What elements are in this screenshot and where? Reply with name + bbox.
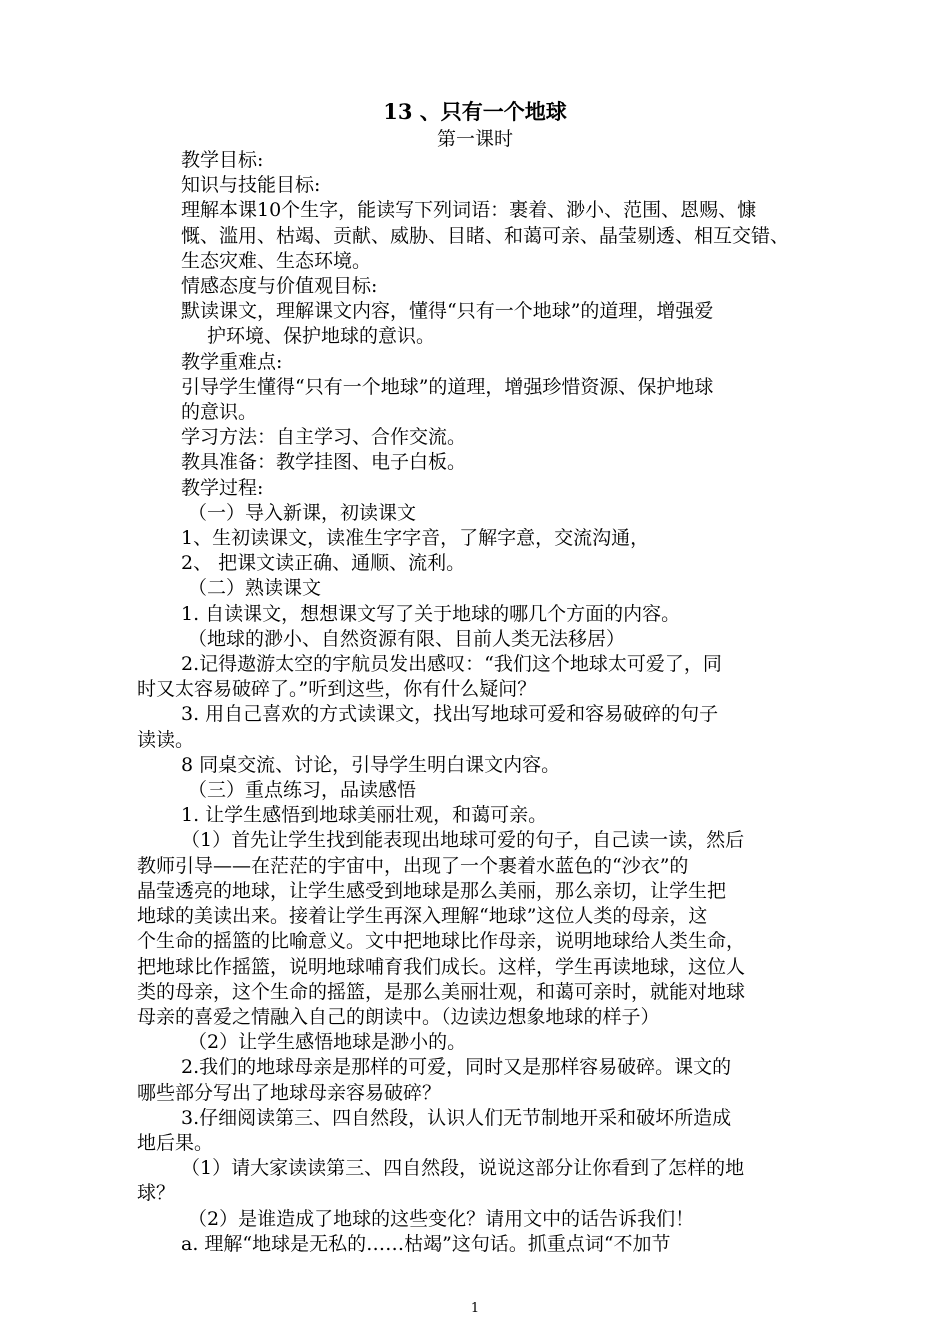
- text-line: 哪些部分写出了地球母亲容易破碎？: [137, 1081, 442, 1104]
- text-line: （1）首先让学生找到能表现出地球可爱的句子，自己读一读，然后: [181, 829, 745, 852]
- text-line: 理解本课10个生字，能读写下列词语：裹着、渺小、范围、恩赐、慷: [181, 199, 757, 222]
- text-line: 教师引导——在茫茫的宇宙中，出现了一个裹着水蓝色的“沙衣”的: [137, 854, 689, 877]
- text-line: 3.仔细阅读第三、四自然段，认识人们无节制地开采和破坏所造成: [181, 1106, 732, 1129]
- text-line: 1、生初读课文，读准生字字音，了解字意，交流沟通，: [181, 527, 650, 550]
- text-line: 默读课文，理解课文内容，懂得“只有一个地球”的道理，增强爱: [181, 300, 714, 323]
- text-line: 3. 用自己喜欢的方式读课文，找出写地球可爱和容易破碎的句子: [181, 703, 719, 726]
- text-line: （1）请大家读读第三、四自然段，说说这部分让你看到了怎样的地: [181, 1157, 745, 1180]
- document-body: [137, 148, 817, 1257]
- text-line: 情感态度与价值观目标:: [181, 275, 378, 298]
- text-line: 时又太容易破碎了。”听到这些，你有什么疑问？: [137, 678, 537, 701]
- text-line: 个生命的摇篮的比喻意义。文中把地球比作母亲，说明地球给人类生命，: [137, 930, 746, 953]
- text-line: 学习方法：自主学习、合作交流。: [181, 426, 467, 449]
- text-line: 教具准备：教学挂图、电子白板。: [181, 451, 467, 474]
- text-line: 类的母亲，这个生命的摇篮，是那么美丽壮观，和蔼可亲时，就能对地球: [137, 980, 746, 1003]
- text-line: 把地球比作摇篮，说明地球哺育我们成长。这样，学生再读地球，这位人: [137, 955, 746, 978]
- text-line: 生态灾难、生态环境。: [181, 249, 372, 272]
- text-line: 教学目标:: [181, 149, 264, 171]
- text-line: 母亲的喜爱之情融入自己的朗读中。（边读边想象地球的样子）: [137, 1005, 660, 1028]
- page-number: 1: [470, 1301, 480, 1316]
- text-line: a. 理解“地球是无私的……枯竭”这句话。抓重点词“不加节: [181, 1232, 671, 1255]
- text-line: 的意识。: [181, 401, 258, 424]
- document-title: 13 、只有一个地球: [383, 99, 567, 124]
- text-line: （2）让学生感悟地球是渺小的。: [188, 1031, 467, 1054]
- text-line: （2）是谁造成了地球的这些变化？请用文中的话告诉我们！: [188, 1207, 695, 1230]
- text-line: 2.记得遨游太空的宇航员发出感叹：“我们这个地球太可爱了，同: [181, 653, 722, 676]
- text-line: 地球的美读出来。接着让学生再深入理解“地球”这位人类的母亲，这: [137, 905, 708, 928]
- text-line: 1. 让学生感悟到地球美丽壮观，和蔼可亲。: [181, 804, 548, 827]
- text-line: 教学过程:: [181, 476, 264, 499]
- text-line: （三）重点练习，品读感悟: [188, 779, 417, 802]
- text-line: 慨、滥用、枯竭、贡献、威胁、目睹、和蔼可亲、晶莹剔透、相互交错、: [181, 224, 790, 247]
- text-line: 2、 把课文读正确、通顺、流利。: [181, 552, 466, 575]
- text-line: 护环境、保护地球的意识。: [207, 325, 436, 348]
- text-line: 引导学生懂得“只有一个地球”的道理，增强珍惜资源、保护地球: [181, 375, 714, 398]
- text-line: 8 同桌交流、讨论，引导学生明白课文内容。: [181, 753, 561, 776]
- text-line: 2.我们的地球母亲是那样的可爱，同时又是那样容易破碎。课文的: [181, 1056, 732, 1079]
- text-line: 球？: [137, 1182, 176, 1205]
- text-line: （地球的渺小、自然资源有限、目前人类无法移居）: [188, 627, 626, 650]
- text-line: （一）导入新课，初读课文: [188, 501, 417, 524]
- lesson-period: 第一课时: [436, 128, 513, 150]
- text-line: 1. 自读课文，想想课文写了关于地球的哪几个方面的内容。: [181, 602, 681, 625]
- text-line: （二）熟读课文: [188, 577, 322, 600]
- text-line: 晶莹透亮的地球，让学生感受到地球是那么美丽，那么亲切，让学生把: [137, 879, 727, 902]
- text-line: 教学重难点:: [181, 350, 283, 373]
- text-line: 知识与技能目标:: [181, 174, 321, 197]
- text-line: 地后果。: [137, 1131, 214, 1154]
- text-line: 读读。: [137, 728, 195, 751]
